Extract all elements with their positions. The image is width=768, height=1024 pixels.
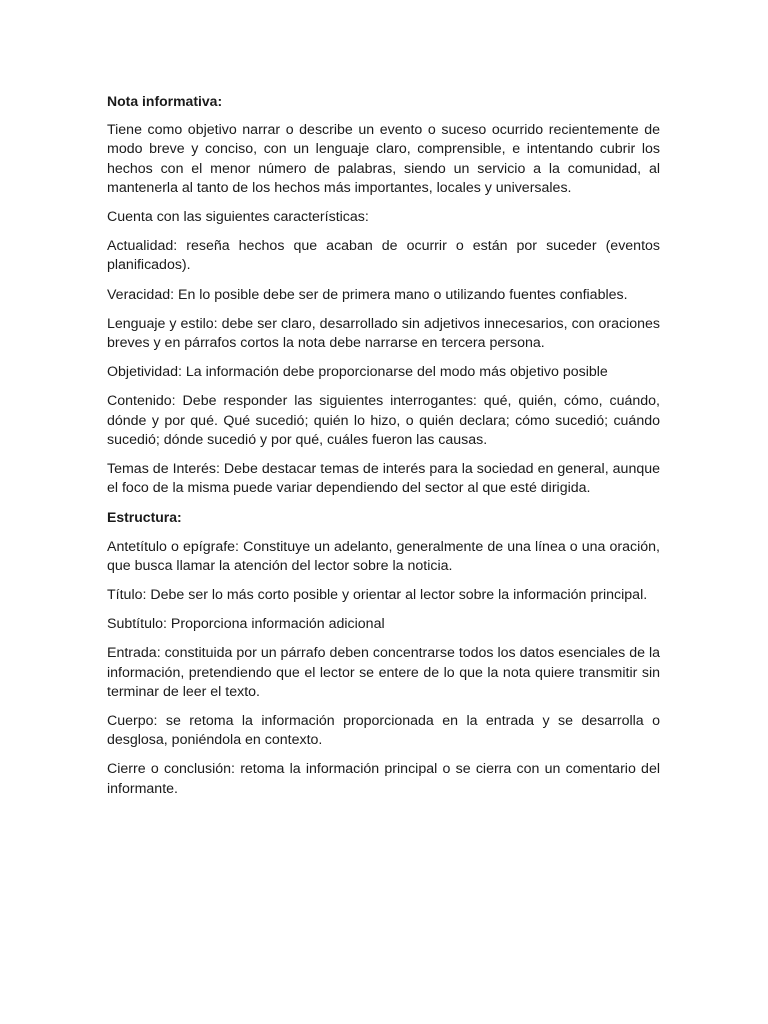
paragraph-lenguaje: Lenguaje y estilo: debe ser claro, desarrollado sin adjetivos innecesarios, con oraciones breves y en párrafos cortos la nota debe narrarse en tercera persona. [107,315,660,352]
document-page [107,92,660,809]
paragraph-contenido: Contenido: Debe responder las siguientes interrogantes: qué, quién, cómo, cuándo, dónde y por qué. Qué sucedió; quién lo hizo, o quién declara; cómo sucedió; cuándo sucedió; dónde sucedió y por qué, cuáles fueron las causas. [107,393,660,448]
paragraph-subtitulo: Subtítulo: Proporciona información adicional [107,616,385,633]
paragraph-actualidad: Actualidad: reseña hechos que acaban de ocurrir o están por suceder (eventos planificados). [107,238,660,274]
heading-nota-informativa: Nota informativa: [107,93,223,109]
paragraph-intro: Tiene como objetivo narrar o describe un evento o suceso ocurrido recientemente de modo breve y conciso, con un lenguaje claro, comprensible, e intentando cubrir los hechos con el menor número de palabras, siendo un servicio a la comunidad, al mantenerla al tanto de los hechos más importantes, locales y universales. [107,122,660,196]
paragraph-cuerpo: Cuerpo: se retoma la información proporcionada en la entrada y se desarrolla o desglosa, poniéndola en contexto. [107,713,660,749]
paragraph-entrada: Entrada: constituida por un párrafo deben concentrarse todos los datos esenciales de la información, pretendiendo que el lector se entere de lo que la nota quiere transmitir sin terminar de leer el texto. [107,645,660,700]
paragraph-cierre: Cierre o conclusión: retoma la información principal o se cierra con un comentario del informante. [107,761,660,797]
paragraph-temas: Temas de Interés: Debe destacar temas de interés para la sociedad en general, aunque el foco de la misma puede variar dependiendo del sector al que esté dirigida. [107,461,660,497]
heading-estructura: Estructura: [107,509,182,526]
paragraph-caracteristicas-intro: Cuenta con las siguientes características: [107,209,369,226]
paragraph-objetividad: Objetividad: La información debe proporcionarse del modo más objetivo posible [107,364,608,381]
paragraph-veracidad: Veracidad: En lo posible debe ser de primera mano o utilizando fuentes confiables. [107,286,628,303]
paragraph-titulo: Título: Debe ser lo más corto posible y orientar al lector sobre la información principal. [107,587,648,604]
paragraph-antetitulo: Antetítulo o epígrafe: Constituye un adelanto, generalmente de una línea o una oración, que busca llamar la atención del lector sobre la noticia. [107,538,660,574]
